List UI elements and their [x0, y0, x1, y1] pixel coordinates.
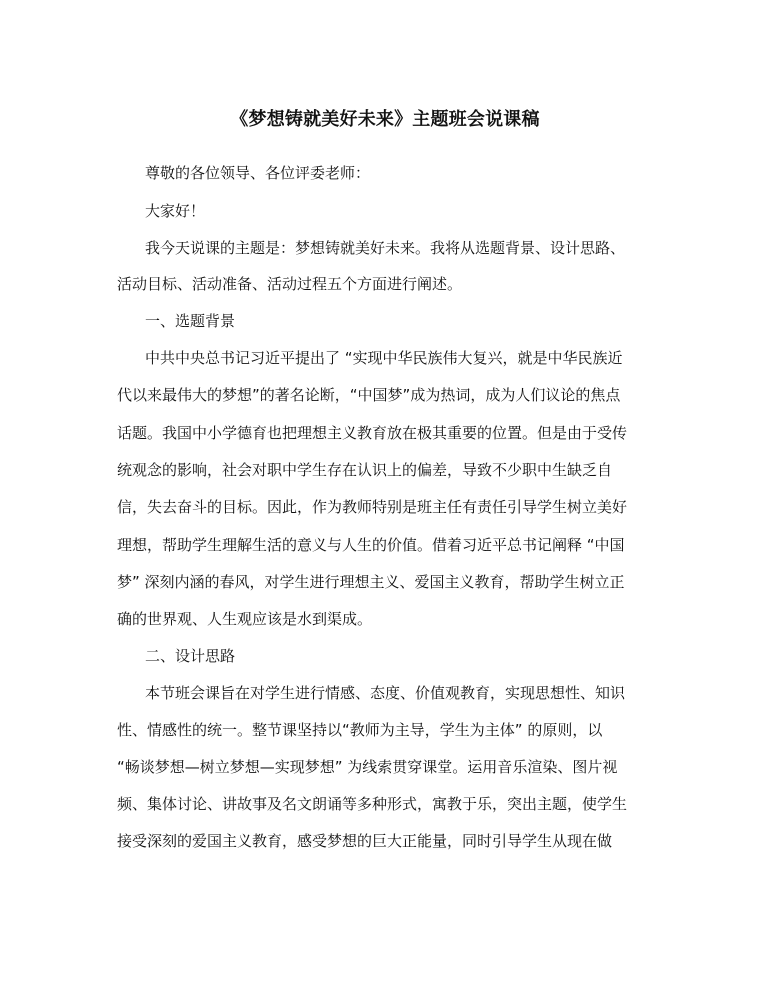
- greeting-line: 大家好！: [145, 202, 206, 220]
- paragraph-line: “畅谈梦想—树立梦想—实现梦想” 为线索贯穿课堂。运用音乐渲染、图片视: [117, 758, 618, 776]
- document-title: 《梦想铸就美好未来》主题班会说课稿: [230, 109, 540, 130]
- intro-line-2: 活动目标、活动准备、活动过程五个方面进行阐述。: [117, 275, 463, 293]
- paragraph-line: 性、情感性的统一。整节课坚持以“教师为主导，学生为主体” 的原则，以: [117, 721, 603, 739]
- section-heading-design: 二、设计思路: [145, 647, 236, 665]
- paragraph-line: 代以来最伟大的梦想”的著名论断，“中国梦”成为热词，成为人们议论的焦点: [117, 386, 621, 404]
- paragraph-line: 中共中央总书记习近平提出了 “实现中华民族伟大复兴，就是中华民族近: [145, 349, 623, 367]
- paragraph-line: 话题。我国中小学德育也把理想主义教育放在极其重要的位置。但是由于受传: [117, 424, 628, 442]
- paragraph-line: 频、集体讨论、讲故事及名文朗诵等多种形式，寓教于乐，突出主题，使学生: [117, 795, 628, 813]
- paragraph-line: 本节班会课旨在对学生进行情感、态度、价值观教育，实现思想性、知识: [145, 684, 626, 702]
- intro-line-1: 我今天说课的主题是：梦想铸就美好未来。我将从选题背景、设计思路、: [145, 239, 626, 257]
- paragraph-line: 信，失去奋斗的目标。因此，作为教师特别是班主任有责任引导学生树立美好: [117, 498, 628, 516]
- paragraph-line: 理想，帮助学生理解生活的意义与人生的价值。借着习近平总书记阐释 “中国: [117, 536, 625, 554]
- paragraph-line: 确的世界观、人生观应该是水到渠成。: [117, 610, 373, 628]
- section-heading-background: 一、选题背景: [145, 312, 236, 330]
- paragraph-line: 接受深刻的爱国主义教育，感受梦想的巨大正能量，同时引导学生从现在做: [117, 832, 613, 850]
- salutation-line: 尊敬的各位领导、各位评委老师：: [145, 164, 371, 182]
- paragraph-line: 统观念的影响，社会对职中学生存在认识上的偏差，导致不少职中生缺乏自: [117, 461, 613, 479]
- paragraph-line: 梦” 深刻内涵的春风，对学生进行理想主义、爱国主义教育，帮助学生树立正: [117, 573, 625, 591]
